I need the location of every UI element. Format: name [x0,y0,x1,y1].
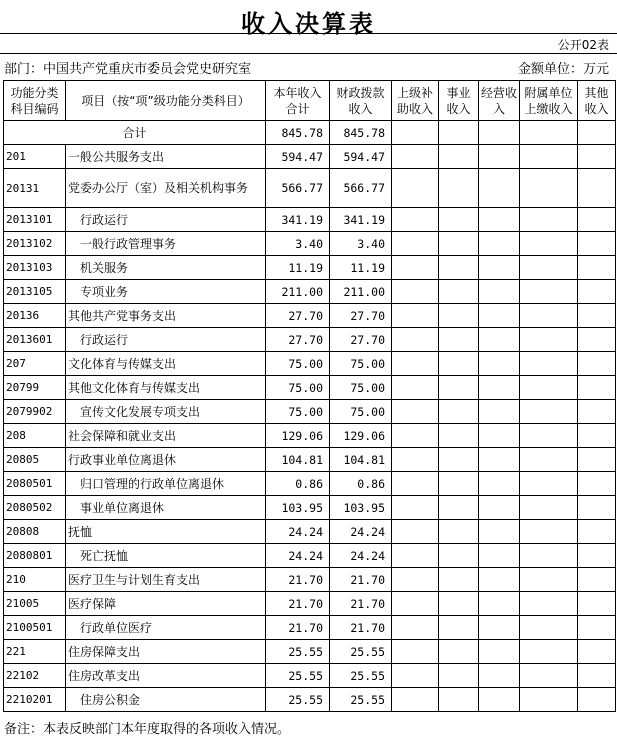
empty-cell [479,232,520,256]
empty-cell [479,472,520,496]
empty-cell [392,520,439,544]
empty-cell [439,568,479,592]
empty-cell [578,688,616,712]
empty-cell [479,208,520,232]
row-fiscal: 104.81 [330,448,392,472]
empty-cell [578,448,616,472]
table-row [4,280,616,304]
row-total: 24.24 [266,544,330,568]
row-fiscal: 211.00 [330,280,392,304]
empty-cell [578,376,616,400]
empty-cell [439,496,479,520]
row-name: 归口管理的行政单位离退休 [66,472,266,496]
empty-cell [520,400,578,424]
empty-cell [439,169,479,208]
row-name: 文化体育与传媒支出 [66,352,266,376]
row-name: 抚恤 [66,520,266,544]
row-fiscal: 594.47 [330,145,392,169]
table-row [4,232,616,256]
row-total: 211.00 [266,280,330,304]
row-fiscal: 103.95 [330,496,392,520]
row-code: 20136 [4,304,66,328]
row-fiscal: 25.55 [330,640,392,664]
row-name: 死亡抚恤 [66,544,266,568]
row-total: 341.19 [266,208,330,232]
empty-cell [479,544,520,568]
empty-cell [439,520,479,544]
empty-cell [520,616,578,640]
row-fiscal: 24.24 [330,544,392,568]
total-amount: 845.78 [266,121,330,145]
empty-cell [392,145,439,169]
empty-cell [392,448,439,472]
total-fiscal: 845.78 [330,121,392,145]
row-name: 医疗保障 [66,592,266,616]
header-name: 项目（按“项”级功能分类科目） [66,81,266,121]
empty-cell [520,568,578,592]
table-row [4,208,616,232]
empty-cell [439,664,479,688]
row-name: 其他文化体育与传媒支出 [66,376,266,400]
empty-cell [479,169,520,208]
empty-cell [439,352,479,376]
row-code: 221 [4,640,66,664]
empty-cell [439,448,479,472]
table-row [4,520,616,544]
row-total: 129.06 [266,424,330,448]
row-total: 27.70 [266,328,330,352]
row-fiscal: 0.86 [330,472,392,496]
row-code: 20805 [4,448,66,472]
empty-cell [520,304,578,328]
empty-cell [439,256,479,280]
empty-cell [392,256,439,280]
empty-cell [392,424,439,448]
row-name: 住房保障支出 [66,640,266,664]
table-row [4,688,616,712]
empty-cell [479,256,520,280]
empty-cell [439,304,479,328]
empty-cell [520,376,578,400]
table-row [4,256,616,280]
row-code: 22102 [4,664,66,688]
table-row [4,640,616,664]
empty-cell [439,592,479,616]
empty-cell [520,208,578,232]
row-fiscal: 25.55 [330,688,392,712]
row-fiscal: 75.00 [330,400,392,424]
row-name: 一般公共服务支出 [66,145,266,169]
table-row [4,376,616,400]
empty-cell [392,280,439,304]
empty-cell [479,304,520,328]
empty-cell [479,688,520,712]
empty-cell [392,169,439,208]
row-total: 21.70 [266,568,330,592]
empty-cell [439,616,479,640]
row-total: 25.55 [266,688,330,712]
row-fiscal: 3.40 [330,232,392,256]
empty-cell [578,352,616,376]
empty-cell [439,424,479,448]
empty-cell [578,664,616,688]
empty-cell [392,400,439,424]
row-fiscal: 27.70 [330,328,392,352]
table-row [4,568,616,592]
empty-cell [578,280,616,304]
row-name: 行政运行 [66,208,266,232]
empty-cell [439,280,479,304]
empty-cell [520,544,578,568]
row-fiscal: 21.70 [330,616,392,640]
empty-cell [479,328,520,352]
empty-cell [439,472,479,496]
row-fiscal: 11.19 [330,256,392,280]
row-code: 2013601 [4,328,66,352]
total-label: 合计 [4,121,266,145]
header-superior: 上级补助收入 [392,81,439,121]
form-number: 公开02表 [557,38,609,52]
table-row [4,304,616,328]
row-total: 103.95 [266,496,330,520]
row-code: 2013102 [4,232,66,256]
row-fiscal: 21.70 [330,592,392,616]
empty-cell [479,280,520,304]
row-code: 207 [4,352,66,376]
empty-cell [578,208,616,232]
empty-cell [439,640,479,664]
row-code: 2080501 [4,472,66,496]
header-code: 功能分类科目编码 [4,81,66,121]
empty-cell [479,145,520,169]
empty-cell [479,616,520,640]
empty-cell [392,544,439,568]
empty-cell [520,496,578,520]
table-row [4,592,616,616]
empty-cell [479,640,520,664]
row-name: 行政事业单位离退休 [66,448,266,472]
empty-cell [392,376,439,400]
empty-cell [520,688,578,712]
table-row [4,352,616,376]
row-total: 21.70 [266,616,330,640]
empty-cell [392,496,439,520]
row-total: 566.77 [266,169,330,208]
row-code: 210 [4,568,66,592]
empty-cell [392,664,439,688]
row-code: 20131 [4,169,66,208]
row-code: 20808 [4,520,66,544]
row-fiscal: 75.00 [330,376,392,400]
table-row [4,169,616,208]
row-name: 机关服务 [66,256,266,280]
row-name: 一般行政管理事务 [66,232,266,256]
header-operating: 经营收入 [479,81,520,121]
row-name: 专项业务 [66,280,266,304]
row-total: 75.00 [266,352,330,376]
row-fiscal: 25.55 [330,664,392,688]
header-total: 本年收入合计 [266,81,330,121]
income-table [3,80,616,712]
table-row [4,664,616,688]
row-code: 2013101 [4,208,66,232]
header-affiliated: 附属单位上缴收入 [520,81,578,121]
empty-cell [520,664,578,688]
row-code: 2100501 [4,616,66,640]
row-total: 104.81 [266,448,330,472]
empty-cell [520,328,578,352]
row-name: 事业单位离退休 [66,496,266,520]
empty-cell [392,304,439,328]
row-name: 住房公积金 [66,688,266,712]
empty-cell [392,232,439,256]
empty-cell [392,592,439,616]
row-total: 3.40 [266,232,330,256]
row-fiscal: 75.00 [330,352,392,376]
header-fiscal: 财政拨款收入 [330,81,392,121]
empty-cell [520,592,578,616]
empty-cell [392,688,439,712]
empty-cell [578,304,616,328]
empty-cell [479,520,520,544]
row-total: 0.86 [266,472,330,496]
table-row [4,424,616,448]
empty-cell [479,568,520,592]
empty-cell [578,232,616,256]
row-total: 24.24 [266,520,330,544]
row-code: 208 [4,424,66,448]
department-label: 部门：中国共产党重庆市委员会党史研究室 [4,62,252,77]
row-name: 行政单位医疗 [66,616,266,640]
empty-cell [439,400,479,424]
title-divider [0,33,617,34]
empty-cell [392,616,439,640]
empty-cell [578,568,616,592]
empty-cell [578,544,616,568]
row-code: 2013105 [4,280,66,304]
empty-cell [439,688,479,712]
row-name: 其他共产党事务支出 [66,304,266,328]
empty-cell [520,520,578,544]
row-total: 25.55 [266,664,330,688]
row-code: 2013103 [4,256,66,280]
row-code: 2210201 [4,688,66,712]
row-code: 20799 [4,376,66,400]
empty-cell [392,328,439,352]
empty-cell [520,448,578,472]
row-name: 宣传文化发展专项支出 [66,400,266,424]
empty-cell [392,640,439,664]
empty-cell [578,256,616,280]
empty-cell [520,256,578,280]
empty-cell [578,520,616,544]
empty-cell [578,472,616,496]
empty-cell [439,544,479,568]
table-row [4,496,616,520]
table-row [4,616,616,640]
empty-cell [439,145,479,169]
empty-cell [578,616,616,640]
empty-cell [479,448,520,472]
header-business: 事业收入 [439,81,479,121]
empty-cell [392,472,439,496]
row-total: 21.70 [266,592,330,616]
empty-cell [578,400,616,424]
row-total: 25.55 [266,640,330,664]
row-fiscal: 566.77 [330,169,392,208]
table-row [4,145,616,169]
row-name: 住房改革支出 [66,664,266,688]
empty-cell [439,376,479,400]
empty-cell [392,352,439,376]
row-total: 75.00 [266,376,330,400]
empty-cell [578,424,616,448]
row-code: 2080801 [4,544,66,568]
empty-cell [439,232,479,256]
row-fiscal: 24.24 [330,520,392,544]
footnote: 备注：本表反映部门本年度取得的各项收入情况。 [4,722,291,737]
empty-cell [578,145,616,169]
row-fiscal: 21.70 [330,568,392,592]
empty-cell [439,328,479,352]
empty-cell [520,169,578,208]
empty-cell [578,592,616,616]
header-other: 其他收入 [578,81,616,121]
row-name: 医疗卫生与计划生育支出 [66,568,266,592]
empty-cell [520,232,578,256]
empty-cell [520,424,578,448]
row-name: 行政运行 [66,328,266,352]
row-fiscal: 129.06 [330,424,392,448]
row-code: 21005 [4,592,66,616]
table-row [4,448,616,472]
table-row [4,328,616,352]
empty-cell [479,376,520,400]
empty-cell [520,280,578,304]
empty-cell [578,328,616,352]
empty-cell [479,400,520,424]
empty-cell [520,640,578,664]
row-total: 11.19 [266,256,330,280]
total-row [4,121,616,145]
table-row [4,472,616,496]
empty-cell [520,145,578,169]
table-row [4,400,616,424]
empty-cell [479,664,520,688]
row-code: 201 [4,145,66,169]
page-title: 收入决算表 [241,10,376,38]
row-total: 594.47 [266,145,330,169]
empty-cell [578,640,616,664]
row-code: 2080502 [4,496,66,520]
table-row [4,544,616,568]
empty-cell [392,568,439,592]
row-fiscal: 27.70 [330,304,392,328]
row-fiscal: 341.19 [330,208,392,232]
row-name: 社会保障和就业支出 [66,424,266,448]
empty-cell [479,352,520,376]
unit-label: 金额单位：万元 [517,62,609,77]
empty-cell [578,496,616,520]
header-divider [0,53,617,54]
row-name: 党委办公厅（室）及相关机构事务 [66,169,266,208]
empty-cell [479,424,520,448]
empty-cell [439,208,479,232]
empty-cell [578,169,616,208]
row-total: 27.70 [266,304,330,328]
empty-cell [520,352,578,376]
row-total: 75.00 [266,400,330,424]
row-code: 2079902 [4,400,66,424]
empty-cell [479,496,520,520]
empty-cell [392,208,439,232]
empty-cell [520,472,578,496]
empty-cell [479,592,520,616]
